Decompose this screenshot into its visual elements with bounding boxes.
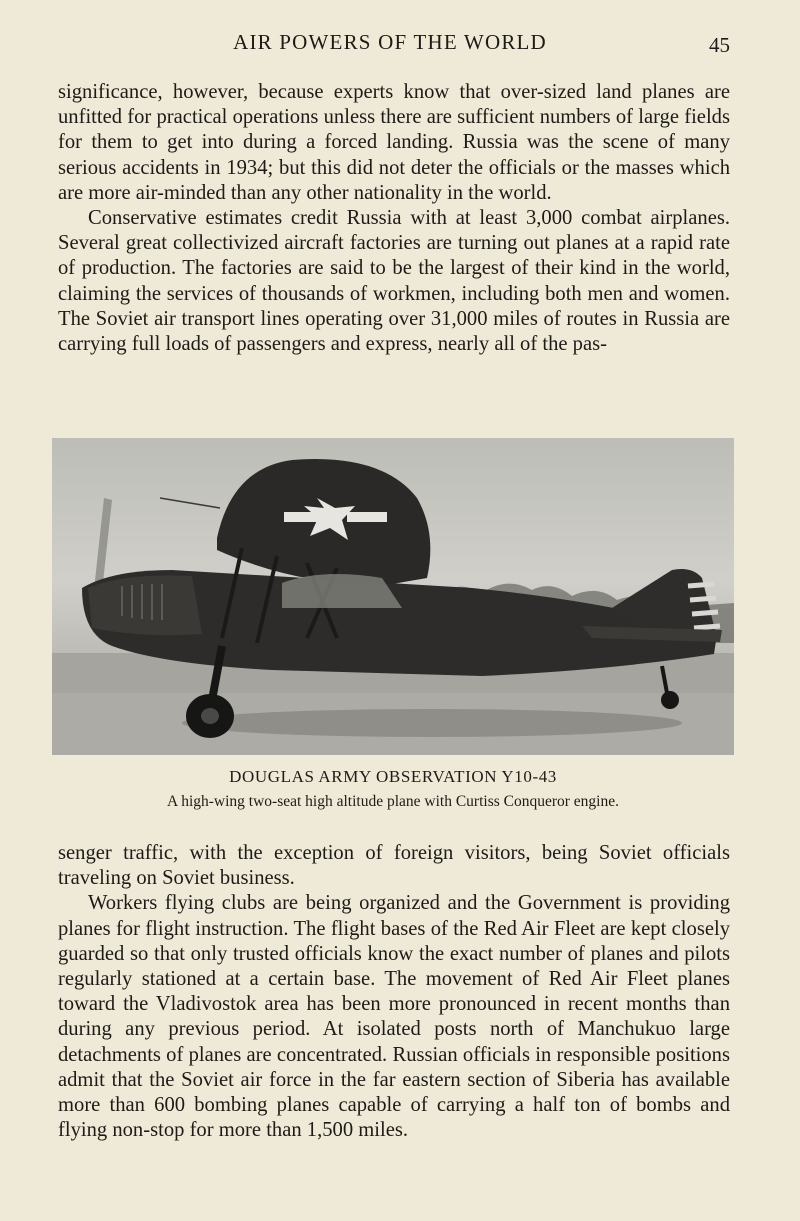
paragraph-continued: significance, however, because experts know that over-sized land planes are unfitted for practical operations unless there are sufficient numbers of large fields for them to get into during a forced landing. Russia was the scene of many serious accidents in 1934; but this did not deter the officials or the masses which are more air-minded than any other nationality in the world. bbox=[58, 81, 730, 204]
figure-caption-text: A high-wing two-seat high altitude plane with Curtiss Conqueror engine. bbox=[166, 793, 619, 810]
running-head bbox=[0, 30, 800, 60]
paragraph-passenger-traffic: senger traffic, with the exception of foreign visitors, being Soviet officials traveling on Soviet business. bbox=[58, 842, 730, 890]
paragraph-russia-combat: Conservative estimates credit Russia with at least 3,000 combat airplanes. Several great collectivized aircraft factories are turning out planes at a rapid rate of production. The factories are said to be the largest of their kind in the world, claiming the services of thousands of workmen, including both men and women. The Soviet air transport lines operating over 31,000 miles of routes in Russia are carrying full loads of passengers and express, nearly all of the pas- bbox=[58, 207, 730, 356]
body-text-top bbox=[58, 80, 730, 357]
airplane-illustration bbox=[52, 438, 734, 755]
paragraph-flying-clubs: Workers flying clubs are being organized and the Government is providing planes for flight instruction. The flight bases of the Red Air Fleet are kept closely guarded so that only trusted officials know the exact number of planes and pilots regularly stationed at a certain base. The movement of Red Air Fleet planes toward the Vladivostok area has been more pronounced in recent months than during any previous period. At isolated posts north of Manchukuo large detachments of planes are concentrated. Russian officials in responsible positions admit that the Soviet air force in the far eastern section of Siberia has available more than 600 bombing planes capable of carrying a half ton of bombs and flying non-stop for more than 1,500 miles. bbox=[58, 892, 730, 1142]
page-number: 45 bbox=[709, 33, 730, 57]
running-title: AIR POWERS OF THE WORLD bbox=[233, 30, 547, 54]
body-text-bottom bbox=[58, 841, 730, 1143]
airplane-photo bbox=[52, 438, 734, 755]
figure-caption-title: DOUGLAS ARMY OBSERVATION Y10-43 bbox=[229, 767, 557, 786]
